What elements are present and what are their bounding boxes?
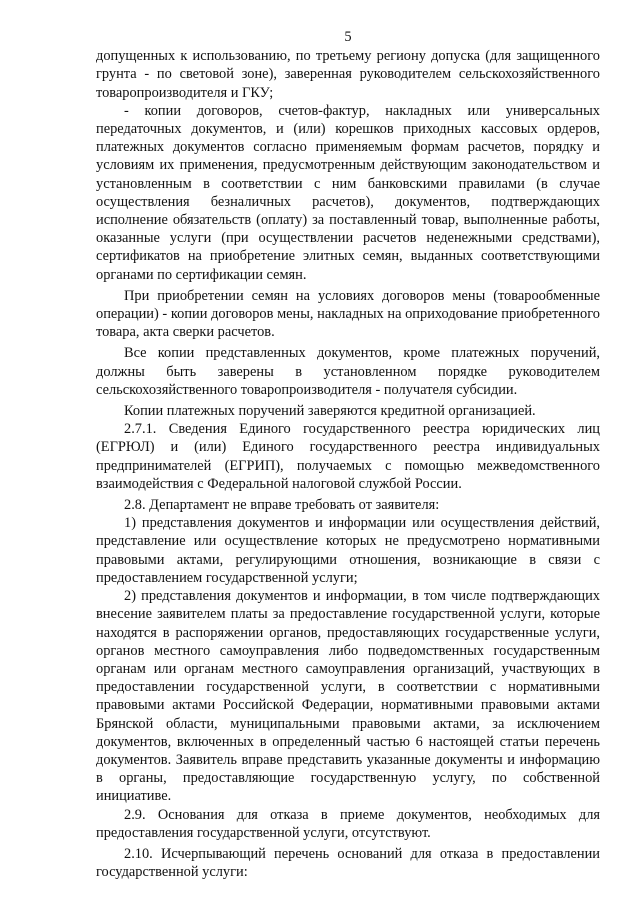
- paragraph-payment-orders: Копии платежных поручений заверяются кредитной организацией.: [124, 403, 536, 420]
- paragraph-barter-operations: При приобретении семян на условиях договоров мены (товарообменные операции) - копии договоров мены, накладных на оприходование приобретенного товара, акта сверки расчетов.: [96, 287, 600, 341]
- paragraph-2-9: 2.9. Основания для отказа в приеме документов, необходимых для предоставления государственной услуги, отсутствуют.: [96, 806, 600, 841]
- paragraph-continuation: допущенных к использованию, по третьему региону допуска (для защищенного грунта - по световой зоне), заверенная руководителем сельскохозяйственного товаропроизводителя и ГКУ;: [96, 48, 600, 101]
- paragraph-copies-of-contracts: - копии договоров, счетов-фактур, накладных или универсальных передаточных документов, и (или) корешков приходных кассовых ордеров, платежных документов согласно применяемым формам расчетов, порядку и условиям их применения, предусмотренным действующим законодательством и установленным в соответствии с ним банковскими правилами (в случае осуществления безналичных расчетов), документов, подтверждающих исполнение обязательств (оплату) за поставленный товар, выполненные работы, оказанные услуги (при осуществлении расчетов неденежными средствами), сертификатов на приобретение элитных семян, выданных соответствующими органами по сертификации семян.: [96, 102, 600, 283]
- paragraph-certified-copies: Все копии представленных документов, кроме платежных поручений, должны быть заверены в установленном порядке руководителем сельскохозяйственного товаропроизводителя - получателя субсидии.: [96, 345, 600, 398]
- page-number: 5: [344, 29, 352, 45]
- paragraph-2-8-item-2: 2) представления документов и информации, в том числе подтверждающих внесение заявителем платы за предоставление государственной услуги, которые находятся в распоряжении органов, предоставляющих государственные услуги, органов местного самоуправления либо подведомственных государственным органам или органам местного самоуправления организаций, участвующих в предоставлении государственной услуги, в соответствии с нормативными правовыми актами Российской Федерации, нормативными правовыми актами Брянской области, муниципальными правовыми актами, за исключением документов, включенных в определенный частью 6 настоящей статьи перечень документов. Заявитель вправе представить указанные документы и информацию в органы, предоставляющие государственную услугу, по собственной инициативе.: [96, 588, 600, 805]
- paragraph-2-10: 2.10. Исчерпывающий перечень оснований для отказа в предоставлении государственной услуги:: [96, 845, 600, 881]
- paragraph-2-8: 2.8. Департамент не вправе требовать от заявителя:: [124, 497, 440, 514]
- paragraph-2-7-1: 2.7.1. Сведения Единого государственного реестра юридических лиц (ЕГРЮЛ) и (или) Единого государственного реестра индивидуальных предпринимателей (ЕГРИП), получаемых с помощью межведомственного взаимодействия с Федеральной налоговой службой России.: [96, 421, 600, 492]
- paragraph-2-8-item-1: 1) представления документов и информации или осуществления действий, представление или осуществление которых не предусмотрено нормативными правовыми актами, регулирующими отношения, возникающие в связи с предоставлением государственной услуги;: [96, 515, 600, 586]
